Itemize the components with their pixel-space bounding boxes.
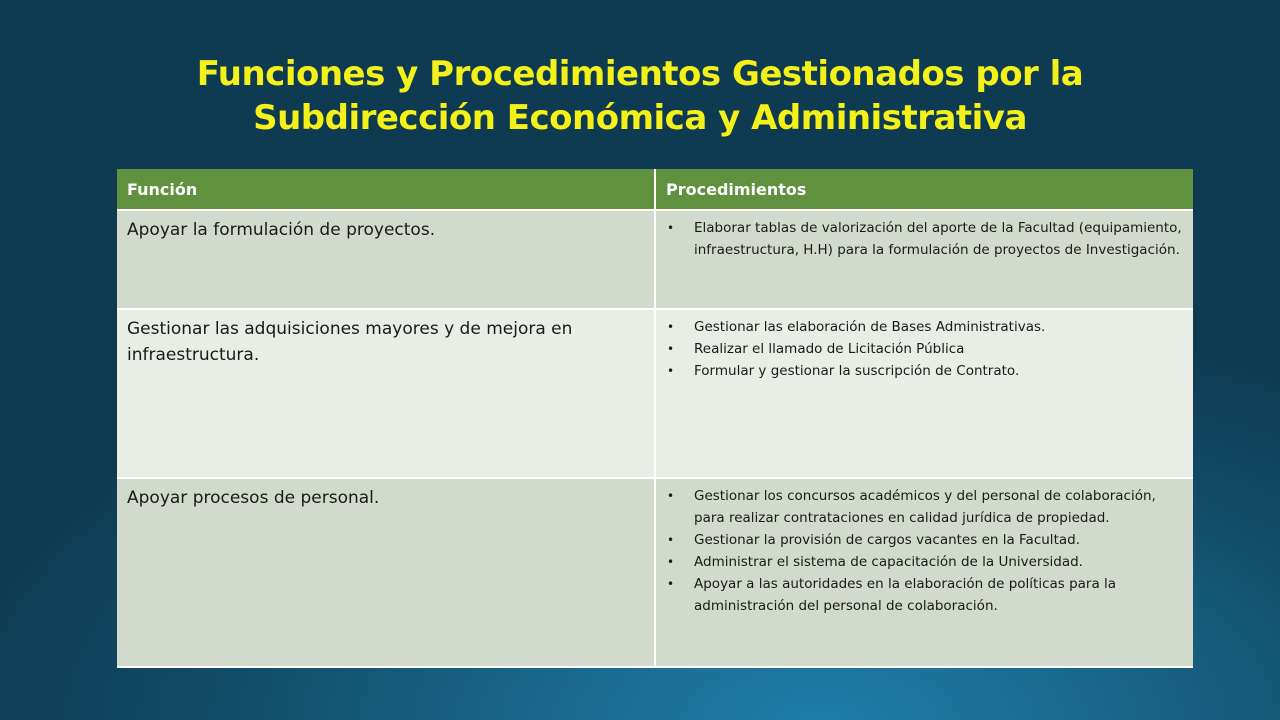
funcion-cell	[117, 309, 655, 478]
slide-title	[140, 52, 1140, 140]
procedimiento-text: Formular y gestionar la suscripción de Contrato.	[694, 363, 1020, 379]
table-row	[117, 210, 1193, 309]
table-row	[117, 478, 1193, 667]
procedimiento-item	[667, 485, 1183, 529]
procedimiento-item	[667, 316, 1183, 338]
procedimientos-cell	[655, 210, 1193, 309]
procedimientos-list	[656, 479, 1193, 617]
bullet-icon: •	[667, 489, 675, 503]
bullet-icon: •	[667, 342, 675, 356]
table-header-row	[117, 169, 1193, 210]
procedimiento-item	[667, 338, 1183, 360]
procedimiento-item	[667, 529, 1183, 551]
procedimientos-cell	[655, 309, 1193, 478]
procedimientos-list	[656, 211, 1193, 261]
procedimiento-text: Gestionar la provisión de cargos vacantes en la Facultad.	[694, 532, 1080, 548]
procedimiento-item	[667, 217, 1183, 261]
funcion-text: Apoyar la formulación de proyectos.	[127, 220, 436, 240]
bullet-icon: •	[667, 577, 675, 591]
funcion-cell	[117, 210, 655, 309]
procedimientos-list	[656, 310, 1193, 382]
bullet-icon: •	[667, 320, 675, 334]
procedimiento-text: Gestionar los concursos académicos y del personal de colaboración, para realizar contrataciones en calidad jurídica de propiedad.	[694, 488, 1156, 526]
funcion-cell	[117, 478, 655, 667]
bullet-icon: •	[667, 364, 675, 378]
procedimiento-item	[667, 573, 1183, 617]
procedimiento-text: Realizar el llamado de Licitación Pública	[694, 341, 965, 357]
procedimiento-text: Elaborar tablas de valorización del aporte de la Facultad (equipamiento, infraestructura, H.H) para la formulación de proyectos de Investigación.	[694, 220, 1182, 258]
procedimiento-item	[667, 551, 1183, 573]
functions-table	[117, 169, 1193, 668]
table-row	[117, 309, 1193, 478]
slide-title-line-1: Funciones y Procedimientos Gestionados por la	[196, 54, 1084, 94]
slide-title-line-2: Subdirección Económica y Administrativa	[253, 98, 1027, 138]
procedimiento-text: Gestionar las elaboración de Bases Administrativas.	[694, 319, 1046, 335]
header-procedimientos: Procedimientos	[655, 169, 1193, 210]
procedimientos-cell	[655, 478, 1193, 667]
bullet-icon: •	[667, 555, 675, 569]
bullet-icon: •	[667, 533, 675, 547]
funcion-text: Gestionar las adquisiciones mayores y de mejora en infraestructura.	[127, 319, 573, 365]
bullet-icon: •	[667, 221, 675, 235]
procedimiento-item	[667, 360, 1183, 382]
procedimiento-text: Administrar el sistema de capacitación de la Universidad.	[694, 554, 1083, 570]
funcion-text: Apoyar procesos de personal.	[127, 488, 380, 508]
procedimiento-text: Apoyar a las autoridades en la elaboración de políticas para la administración del personal de colaboración.	[694, 576, 1117, 614]
header-funcion: Función	[117, 169, 655, 210]
